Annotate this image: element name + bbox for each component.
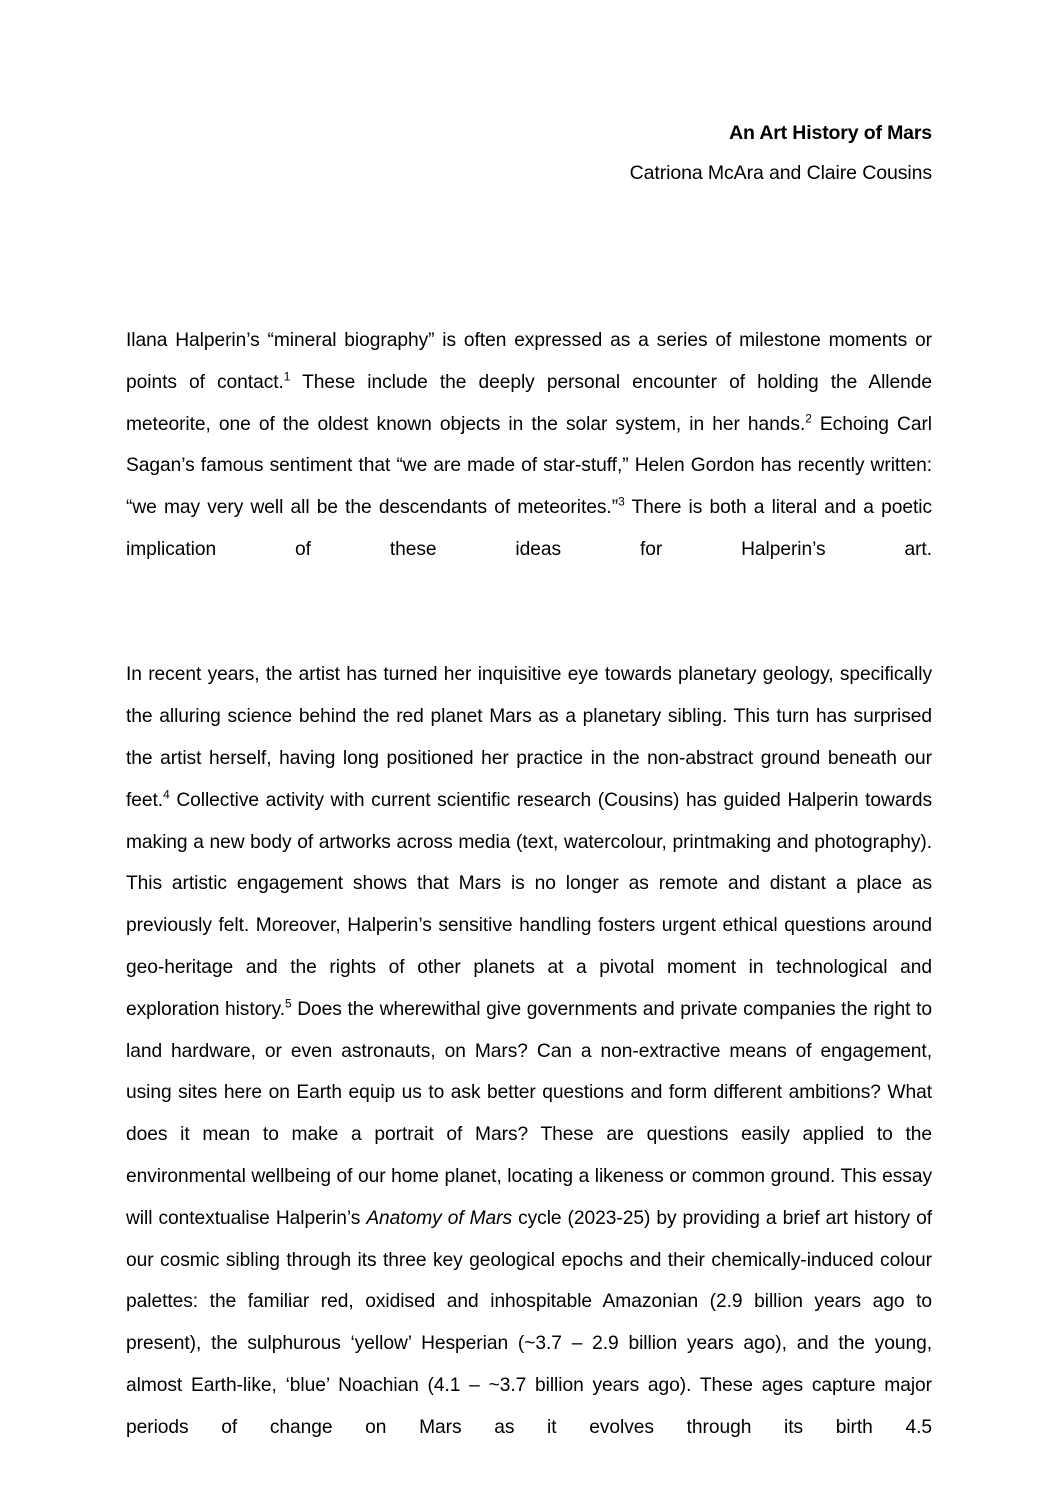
body-paragraph: Ilana Halperin’s “mineral biography” is often expressed as a series of milestone moments or points of contact.$^1$ These include the deeply personal encounter of holding the Allende meteorite, one of the oldest known objects in the solar system, in her hands.$^2$ Echoing Carl Sagan’s famous sentiment that “we are made of star-stuff,” Helen Gordon has recently written: “we may very well all be the descendants of meteorites.”$^3$ There is both a literal and a poetic implication of these ideas for Halperin’s art. [126, 330, 933, 560]
footnote-marker: 4 [163, 787, 170, 802]
body-paragraph: In recent years, the artist has turned her inquisitive eye towards planetary geology, specifically the alluring science behind the red planet Mars as a planetary sibling. This turn has surprised the artist herself, having long positioned her practice in the non-abstract ground beneath our feet.$^4$ Collective activity with current scientific research (Cousins) has guided Halperin towards making a new body of artworks across media (text, watercolour, printmaking and photography). This artistic engagement shows that Mars is no longer as remote and distant a place as previously felt. Moreover, Halperin’s sensitive handling fosters urgent ethical questions around geo-heritage and the rights of other planets at a pivotal moment in technological and exploration history.$^5$ Does the wherewithal give governments and private companies the right to land hardware, or even astronauts, on Mars? Can a non-extractive means of engagement, using sites here on Earth equip us to ask better questions and form different ambitions? What does it mean to make a portrait of Mars? These are questions easily applied to the environmental wellbeing of our home planet, locating a likeness or common ground. This essay will contextualise Halperin’s Anatomy of Mars cycle (2023-25) by providing a brief art history of our cosmic sibling through its three key geological epochs and their chemically-induced colour palettes: the familiar red, oxidised and inhospitable Amazonian (2.9 billion years ago to present), the sulphurous ‘yellow’ Hesperian (~3.7 – 2.9 billion years ago), and the young, almost Earth-like, ‘blue’ Noachian (4.1 – ~3.7 billion years ago). These ages capture major periods of change on Mars as it evolves through its birth 4.5 [126, 664, 932, 1438]
footnote-marker: 2 [805, 411, 812, 426]
footnote-marker: 1 [283, 369, 291, 384]
footnote-marker: 3 [618, 494, 625, 509]
work-title: Anatomy of Mars [366, 1207, 513, 1229]
author-byline: Catriona McAra and Claire Cousins [629, 162, 932, 184]
footnote-marker: 5 [285, 996, 292, 1011]
document-body [126, 320, 932, 1490]
document-header [126, 118, 932, 188]
page-title: An Art History of Mars [729, 122, 932, 144]
